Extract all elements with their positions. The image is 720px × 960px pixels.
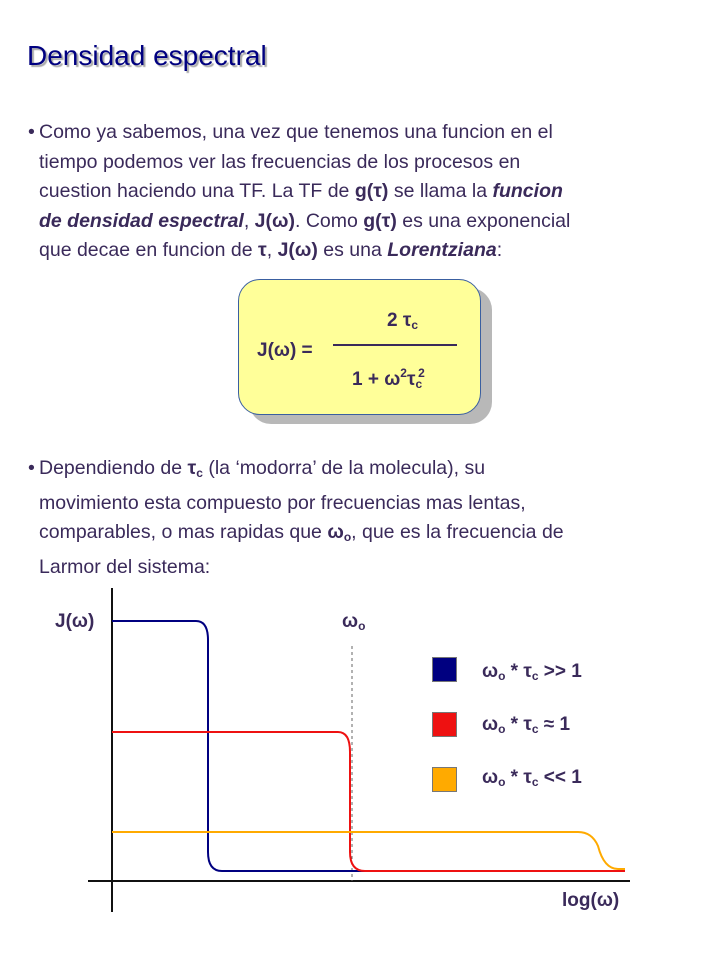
para1-line5a: que decae en funcion de [39,239,259,261]
legend-label-fast: $\omega_o * \tau_c << 1$ [482,767,582,789]
page-title: Densidad espectral [27,40,267,71]
para1-line3c: funcion [492,180,563,202]
legend-label-slow: $\omega_o * \tau_c >> 1$ [482,661,582,683]
para1-line4d: es una exponencial [396,209,571,232]
g-tau-2: g(τ) [363,209,397,232]
para1-line5c: es una [317,239,388,261]
para1-line4c: . Como [294,209,364,232]
curve-comparable [112,732,625,871]
para2-line1a: Dependiendo de [39,457,188,479]
j-omega: J(ω) [254,209,295,232]
formula-denominator: $1 + \omega^2\tau_c^2$ [352,366,425,391]
legend-swatch-fast [432,767,457,792]
legend-swatch-comparable [432,712,457,737]
formula-lhs: J(ω) = [257,340,313,361]
omega-o-sub: o [343,530,352,544]
para1-line1: Como ya sabemos, una vez que tenemos una funcion en el [39,121,553,143]
para1-line5b: , [266,239,278,261]
lorentziana: Lorentziana [387,239,497,261]
y-axis-label: J(ω) [55,611,95,632]
legend-label-comparable: $\omega_o * \tau_c \approx 1$ [482,714,571,736]
omega-o: ω [327,521,344,543]
x-axis-label: log(ω) [562,890,620,911]
para2-line3a: comparables, o mas rapidas que [39,521,328,543]
g-tau: g(τ) [354,180,389,202]
omega0-label: $\omega_o$ [342,611,366,633]
para1-line4b: , [243,209,255,232]
formula-numerator: 2 $\tau_c$ [387,310,419,332]
para1-line4a: de densidad espectral [39,209,244,232]
para2-line3b: , que es la frecuencia de [351,521,564,543]
para1-line2: tiempo podemos ver las frecuencias de los procesos en [39,150,521,173]
curve-slow [112,621,378,871]
para2-line4: Larmor del sistema: [39,555,211,578]
tau-c-sub: c [196,466,203,480]
para1-line5d: : [496,239,503,261]
para2-line2: movimiento esta compuesto por frecuencias mas lentas, [39,491,526,514]
para1-line3a: cuestion haciendo una TF. La TF de [39,180,355,202]
para1-line3b: se llama la [388,180,493,202]
bullet: • [28,121,35,143]
tau: τ [258,239,267,261]
legend-swatch-slow [432,657,457,682]
tau-c: τ [187,457,197,479]
para2-line1b: (la ‘modorra’ de la molecula), su [202,457,486,479]
bullet-2: • [28,457,35,479]
curve-fast [112,832,625,869]
j-omega-2: J(ω) [277,239,318,261]
